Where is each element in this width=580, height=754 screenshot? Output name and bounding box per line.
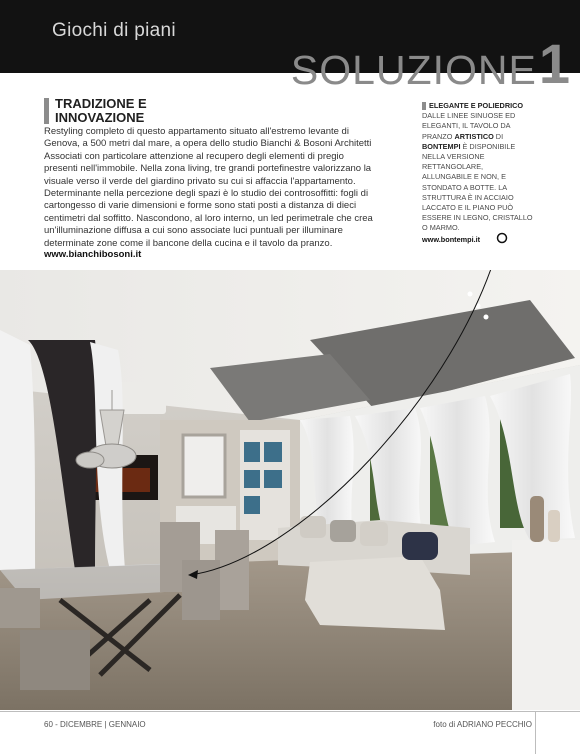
sidebar-marker bbox=[422, 102, 426, 110]
architect-link[interactable]: www.bianchibosoni.it bbox=[44, 249, 142, 260]
sidebar-text-middle: DI bbox=[493, 131, 504, 141]
sidebar-brand-name: BONTEMPI bbox=[422, 141, 461, 151]
headline-marker bbox=[44, 98, 49, 124]
sidebar-product-name: ARTISTICO bbox=[454, 131, 494, 141]
footer-divider bbox=[0, 711, 580, 712]
sidebar-text bbox=[422, 111, 534, 233]
footer-corner-mark bbox=[535, 712, 536, 754]
headline-line-1: TRADIZIONE E bbox=[55, 96, 147, 111]
sidebar-title-row bbox=[422, 101, 534, 111]
article-headline bbox=[55, 97, 255, 125]
callout-marker bbox=[495, 231, 509, 245]
sidebar-title: ELEGANTE E POLIEDRICO bbox=[429, 101, 524, 110]
brand-link[interactable]: www.bontempi.it bbox=[422, 234, 481, 244]
article-body: Restyling completo di questo appartamento situato all'estremo levante di Genova, a 500 metri dal mare, a opera dello studio Bianchi & Bosoni Architetti Associati con particolare attenzione al recupero degli elementi di pregio presenti nell'immobile. Nella zona living, tre grandi portefinestre valorizzano la visuale verso il verde del giardino privato su cui si affaccia l'appartamento. Determinante nella percezione degli spazi è lo studio dei controsoffitti: fogli di cartongesso di varie dimensioni e forme sono stati posti a distanza di dieci centimetri dal soffitto. Nascondono, al loro interno, un led perimetrale che crea un'illuminazione diffusa a cui sono associate luci puntuali per illuminare determinate zone come il bancone della cucina e il tavolo da pranzo. bbox=[44, 126, 373, 249]
section-title: Giochi di piani bbox=[52, 20, 176, 41]
solution-word: SOLUZIONE bbox=[290, 47, 537, 93]
solution-heading bbox=[290, 32, 570, 95]
sidebar-text-before: DALLE LINEE SINUOSE ED ELEGANTI, IL TAVOLO DA PRANZO bbox=[422, 111, 516, 141]
page-folio: 60 - DICEMBRE | GENNAIO bbox=[44, 720, 146, 729]
sidebar-text-after: È DISPONIBILE NELLA VERSIONE RETTANGOLARE, ALLUNGABILE E NON, E STONDATO A BOTTE. LA STRUTTURA È IN ACCIAIO LACCATO E IL PIANO PUÒ ESSERE IN LEGNO, CRISTALLO O MARMO. bbox=[422, 141, 533, 233]
product-sidebar bbox=[422, 101, 534, 245]
photo-credit: foto di ADRIANO PECCHIO bbox=[433, 720, 532, 729]
living-room-photo bbox=[0, 270, 580, 710]
headline-line-2: INNOVAZIONE bbox=[55, 110, 145, 125]
solution-number: 1 bbox=[538, 32, 570, 95]
